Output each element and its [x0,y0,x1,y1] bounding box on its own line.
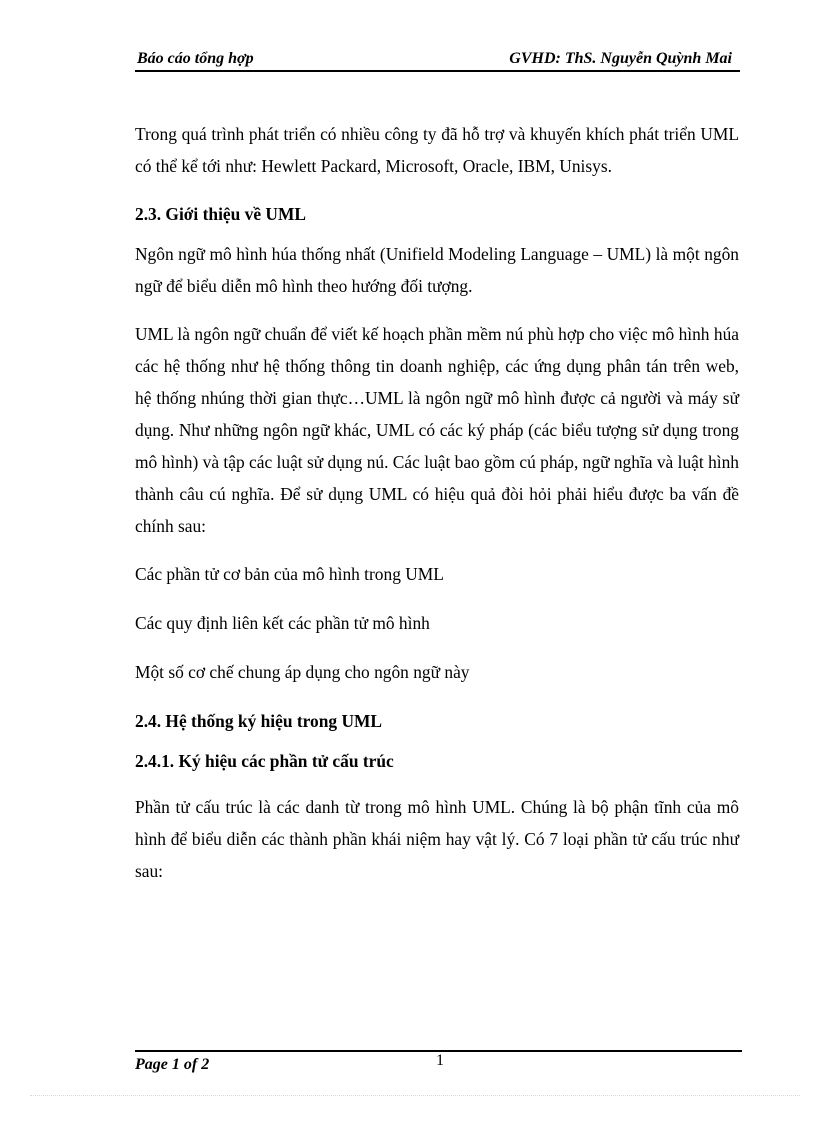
header-report-title: Báo cáo tổng hợp [137,50,254,67]
heading-uml-notation: 2.4. Hệ thống ký hiệu trong UML [135,711,383,731]
document-body [135,118,739,903]
paragraph-uml-standard: UML là ngôn ngữ chuẩn để viết kế hoạch phần mềm nú phù hợp cho việc mô hình húa các hệ thống như hệ thống thông tin doanh nghiệp, các ứng dụng phân tán trên web, hệ thống nhúng thời gian thực…UML là ngôn ngữ mô hình được cả người và máy sử dụng. Như những ngôn ngữ khác, UML có các ký pháp (các biểu tượng sử dụng trong mô hình) và tập các luật sử dụng nú. Các luật bao gồm cú pháp, ngữ nghĩa và luật hình thành câu cú nghĩa. Để sử dụng UML có hiệu quả đòi hỏi phải hiểu được ba vấn đề chính sau: [135,324,739,536]
paragraph-uml-definition: Ngôn ngữ mô hình húa thống nhất (Unifield Modeling Language – UML) là một ngôn ngữ để biểu diễn mô hình theo hướng đối tượng. [135,244,739,296]
header-advisor: GVHD: ThS. Nguyễn Quỳnh Mai [509,50,732,67]
list-item-common-mechanisms: Một số cơ chế chung áp dụng cho ngôn ngữ này [135,662,470,682]
heading-uml-intro: 2.3. Giới thiệu về UML [135,204,306,224]
page-bottom-border [30,1095,800,1096]
paragraph-structural-elements: Phần tử cấu trúc là các danh từ trong mô hình UML. Chúng là bộ phận tĩnh của mô hình để biểu diễn các thành phần khái niệm hay vật lý. Có 7 loại phần tử cấu trúc như sau: [135,797,739,881]
page-header [135,48,740,72]
footer-page-of: Page 1 of 2 [135,1056,210,1073]
list-item-basic-elements: Các phần tử cơ bản của mô hình trong UML [135,564,444,584]
footer-page-number: 1 [436,1052,444,1069]
list-item-linking-rules: Các quy định liên kết các phần tử mô hình [135,613,430,633]
heading-structural-elements: 2.4.1. Ký hiệu các phần tử cấu trúc [135,751,394,771]
paragraph-uml-history: Trong quá trình phát triển có nhiều công ty đã hỗ trợ và khuyến khích phát triển UML có thể kể tới như: Hewlett Packard, Microsoft, Oracle, IBM, Unisys. [135,124,739,176]
